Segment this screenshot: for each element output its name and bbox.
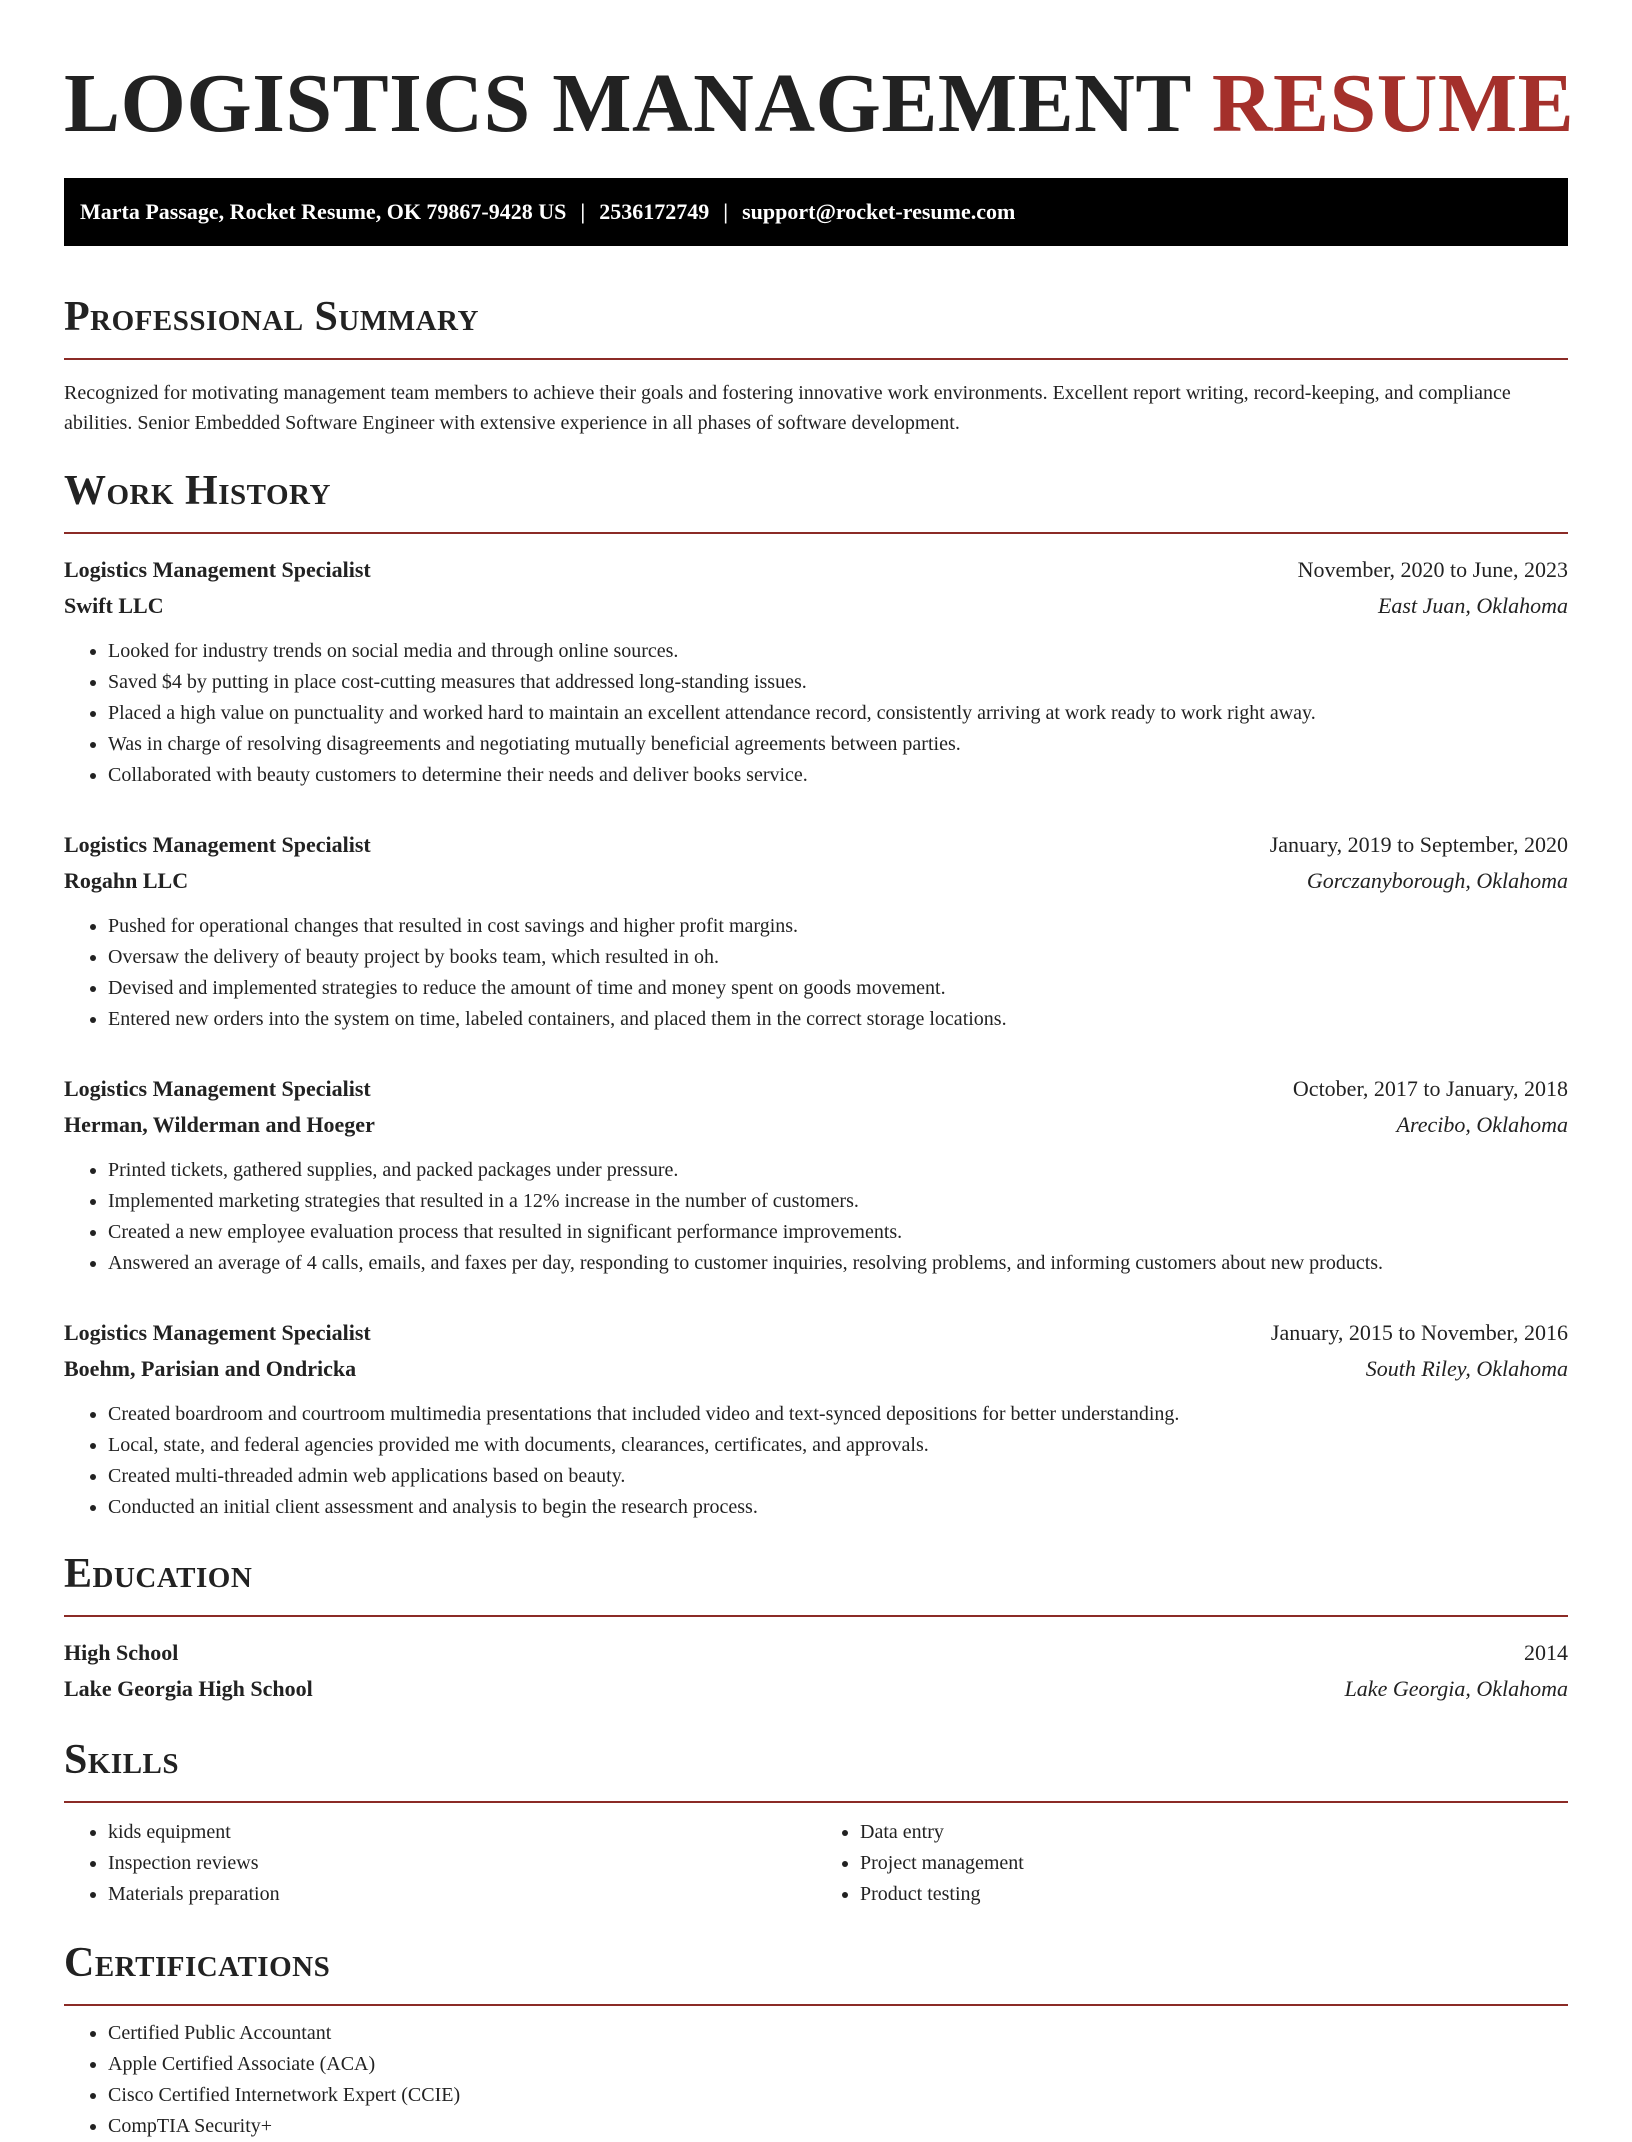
job-company: Boehm, Parisian and Ondricka — [64, 1356, 357, 1381]
contact-email[interactable]: support@rocket-resume.com — [742, 199, 1016, 224]
job-bullets — [64, 911, 1568, 1035]
skills-section — [64, 1733, 1568, 1910]
skill-item: • Inspection reviews — [108, 1848, 816, 1879]
contact-phone[interactable]: 2536172749 — [599, 199, 710, 224]
skills-list-right — [816, 1817, 1568, 1910]
job-title: Logistics Management Specialist — [64, 557, 371, 582]
job-company: Herman, Wilderman and Hoeger — [64, 1112, 375, 1137]
job-bullet: • Created a new employee evaluation process that resulted in significant performance improvements. — [108, 1217, 1568, 1248]
job-title: Logistics Management Specialist — [64, 1076, 371, 1101]
skill-item: • Project management — [860, 1848, 1568, 1879]
job-bullets — [64, 1155, 1568, 1279]
skills-heading: Skills — [64, 1733, 1568, 1803]
contact-address: Marta Passage, Rocket Resume, OK 79867-9428 US — [80, 199, 567, 224]
certification-item: • CompTIA Security+ — [108, 2111, 1568, 2142]
job-title: Logistics Management Specialist — [64, 832, 371, 857]
summary-heading: Professional Summary — [64, 290, 1568, 360]
job-entry — [64, 827, 1568, 1035]
education-location: Lake Georgia, Oklahoma — [1344, 1676, 1568, 1701]
job-bullet: • Devised and implemented strategies to reduce the amount of time and money spent on goods movement. — [108, 973, 1568, 1004]
job-location: South Riley, Oklahoma — [1365, 1356, 1568, 1381]
education-heading: Education — [64, 1547, 1568, 1617]
job-list — [64, 552, 1568, 1523]
job-location: Arecibo, Oklahoma — [1396, 1112, 1568, 1137]
job-bullet: • Saved $4 by putting in place cost-cutting measures that addressed long-standing issues. — [108, 667, 1568, 698]
certification-item: • Certified Public Accountant — [108, 2018, 1568, 2049]
education-degree: High School — [64, 1640, 179, 1665]
job-dates: January, 2015 to November, 2016 — [1270, 1320, 1568, 1345]
skills-list-left — [64, 1817, 816, 1910]
job-entry — [64, 552, 1568, 791]
job-entry — [64, 1071, 1568, 1279]
education-entry — [64, 1635, 1568, 1707]
skill-item: • Product testing — [860, 1879, 1568, 1910]
contact-separator: | — [723, 199, 729, 224]
job-location: East Juan, Oklahoma — [1377, 593, 1568, 618]
title-accent: RESUME — [1211, 57, 1575, 150]
page-title — [64, 0, 1575, 152]
job-dates: November, 2020 to June, 2023 — [1297, 557, 1568, 582]
job-bullet: • Created boardroom and courtroom multimedia presentations that included video and text-synced depositions for better understanding. — [108, 1399, 1568, 1430]
job-bullet: • Local, state, and federal agencies provided me with documents, clearances, certificates, and approvals. — [108, 1430, 1568, 1461]
skill-item: • kids equipment — [108, 1817, 816, 1848]
certification-item: • Cisco Certified Internetwork Expert (CCIE) — [108, 2080, 1568, 2111]
job-bullet: • Printed tickets, gathered supplies, and packed packages under pressure. — [108, 1155, 1568, 1186]
certifications-list — [64, 2018, 1568, 2142]
job-title: Logistics Management Specialist — [64, 1320, 371, 1345]
education-year: 2014 — [1524, 1640, 1568, 1665]
job-bullet: • Placed a high value on punctuality and worked hard to maintain an excellent attendance record, consistently arriving at work ready to work right away. — [108, 698, 1568, 729]
job-bullet: • Answered an average of 4 calls, emails, and faxes per day, responding to customer inquiries, resolving problems, and informing customers about new products. — [108, 1248, 1568, 1279]
job-entry — [64, 1315, 1568, 1523]
certifications-heading: Certifications — [64, 1936, 1568, 2006]
job-location: Gorczanyborough, Oklahoma — [1306, 868, 1568, 893]
education-section — [64, 1547, 1568, 1707]
skill-item: • Data entry — [860, 1817, 1568, 1848]
work-history-heading: Work History — [64, 464, 1568, 534]
education-school: Lake Georgia High School — [64, 1676, 313, 1701]
contact-separator: | — [580, 199, 586, 224]
job-company: Rogahn LLC — [64, 868, 189, 893]
contact-bar — [64, 178, 1568, 246]
job-bullet: • Oversaw the delivery of beauty project by books team, which resulted in oh. — [108, 942, 1568, 973]
summary-section — [64, 290, 1568, 438]
title-main: LOGISTICS MANAGEMENT — [64, 57, 1191, 150]
job-company: Swift LLC — [64, 593, 164, 618]
job-bullets — [64, 636, 1568, 791]
certifications-section — [64, 1936, 1568, 2142]
job-bullet: • Conducted an initial client assessment and analysis to begin the research process. — [108, 1492, 1568, 1523]
skill-item: • Materials preparation — [108, 1879, 816, 1910]
job-bullet: • Looked for industry trends on social media and through online sources. — [108, 636, 1568, 667]
job-bullet: • Collaborated with beauty customers to determine their needs and deliver books service. — [108, 760, 1568, 791]
summary-text: Recognized for motivating management team members to achieve their goals and fostering innovative work environments. Excellent report writing, record-keeping, and compliance abilities. Senior Embedded Software Engineer with extensive experience in all phases of software development. — [64, 382, 1511, 434]
job-bullet: • Entered new orders into the system on time, labeled containers, and placed them in the correct storage locations. — [108, 1004, 1568, 1035]
work-history-section — [64, 464, 1568, 1523]
job-bullet: • Was in charge of resolving disagreements and negotiating mutually beneficial agreements between parties. — [108, 729, 1568, 760]
certification-item: • Apple Certified Associate (ACA) — [108, 2049, 1568, 2080]
skills-grid — [64, 1817, 1568, 1910]
job-dates: October, 2017 to January, 2018 — [1292, 1076, 1568, 1101]
job-bullet: • Implemented marketing strategies that resulted in a 12% increase in the number of customers. — [108, 1186, 1568, 1217]
job-bullet: • Pushed for operational changes that resulted in cost savings and higher profit margins. — [108, 911, 1568, 942]
job-dates: January, 2019 to September, 2020 — [1269, 832, 1568, 857]
job-bullet: • Created multi-threaded admin web applications based on beauty. — [108, 1461, 1568, 1492]
job-bullets — [64, 1399, 1568, 1523]
